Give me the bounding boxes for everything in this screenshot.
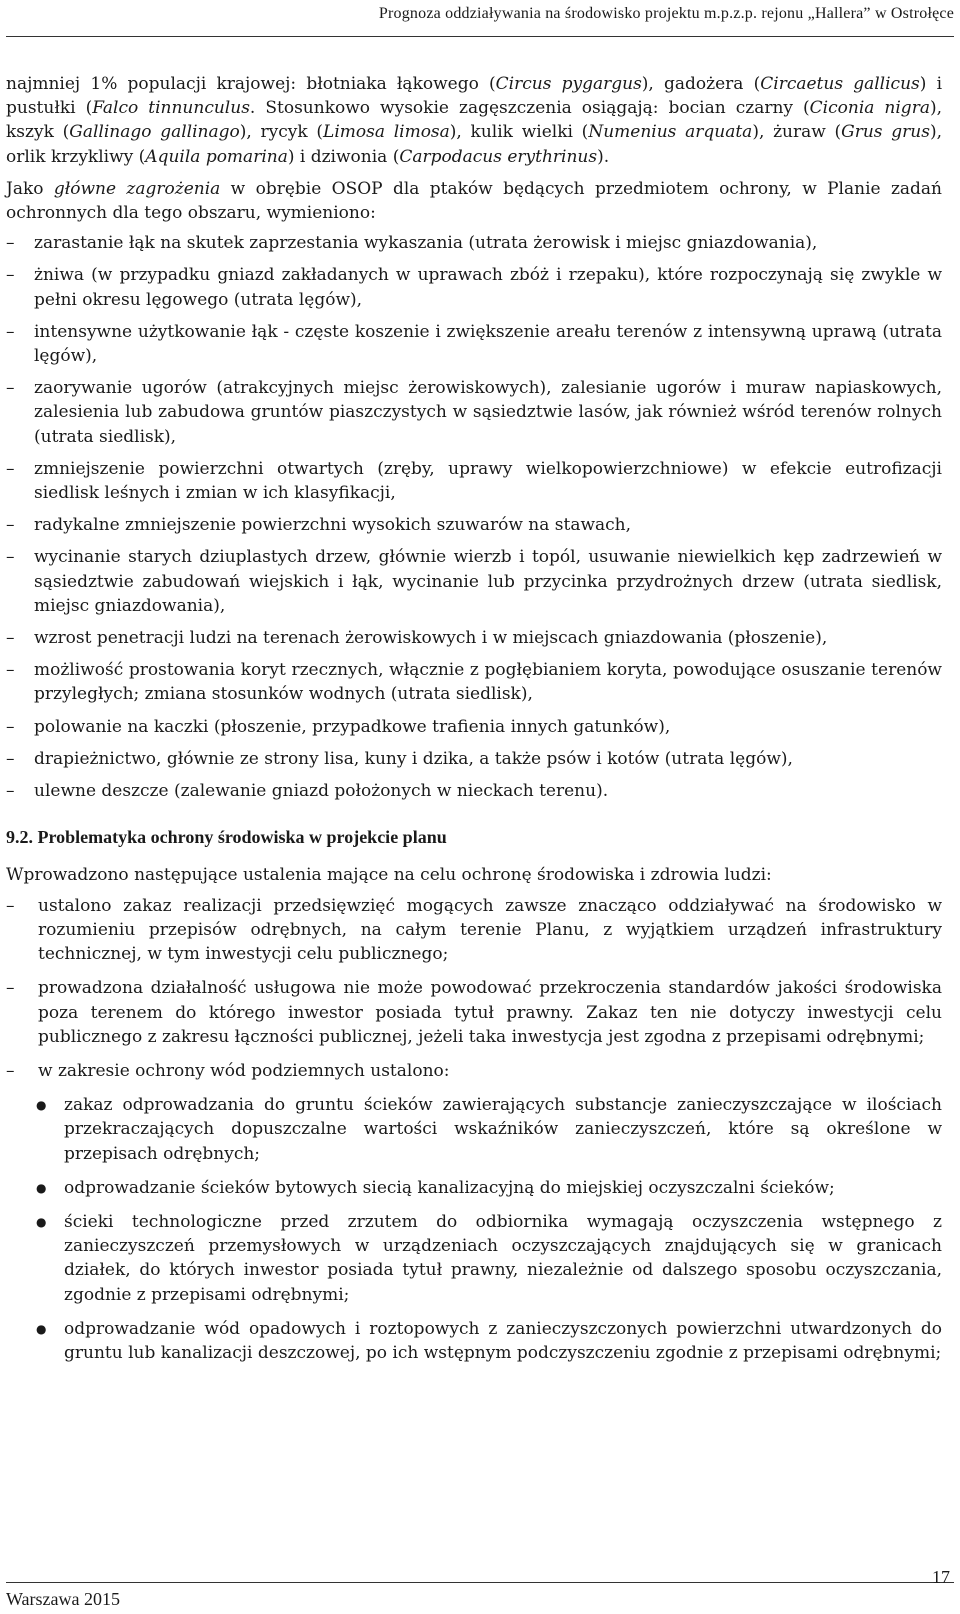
list-item: – zmniejszenie powierzchni otwartych (zręby, uprawy wielkopowierzchniowe) w efekcie eutrofizacji siedlisk leśnych i zmian w ich klasyfikacji,: [6, 457, 942, 505]
bullet-item: ● ścieki technologiczne przed zrzutem do odbiornika wymagają oczyszczenia wstępnego z zanieczyszczeń przemysłowych w urządzeniach oczyszczających znajdujących się w granicach działek, do których inwestor posiada tytuł prawny, niezależnie od dalszego sposobu oczyszczania, zgodnie z przepisami odrębnymi;: [6, 1210, 942, 1307]
text-run: ), orlik krzykliwy (: [6, 122, 942, 167]
list-item: – zarastanie łąk na skutek zaprzestania wykaszania (utrata żerowisk i miejsc gniazdowania),: [6, 231, 942, 255]
section-heading: 9.2. Problematyka ochrony środowiska w projekcie planu: [6, 827, 447, 848]
page-header: [6, 0, 954, 37]
list-item: – żniwa (w przypadku gniazd zakładanych w uprawach zbóż i rzepaku), które rozpoczynają się zwykle w pełni okresu lęgowego (utrata lęgów),: [6, 263, 942, 311]
text-run: ), kulik wielki (: [449, 122, 589, 143]
page-footer: [6, 1567, 954, 1614]
regulations-list: [6, 894, 942, 1083]
list-item: – zaorywanie ugorów (atrakcyjnych miejsc żerowiskowych), zalesianie ugorów i muraw napiaskowych, zalesienia lub zabudowa gruntów piaszczystych w sąsiedztwie lasów, jak również wśród terenów rolnych (utrata siedlisk),: [6, 376, 942, 449]
list-item: – intensywne użytkowanie łąk - częste koszenie i zwiększenie areału terenów z intensywną uprawą (utrata lęgów),: [6, 320, 942, 368]
species-name: Ciconia nigra: [809, 98, 930, 119]
text-run: ).: [597, 146, 610, 167]
list-item: – możliwość prostowania koryt rzecznych, włącznie z pogłębianiem koryta, powodujące osuszanie terenów przyległych; zmiana stosunków wodnych (utrata siedlisk),: [6, 658, 942, 706]
paragraph-threats-intro: [6, 177, 942, 225]
list-item: – prowadzona działalność usługowa nie może powodować przekroczenia standardów jakości środowiska poza terenem do którego inwestor posiada tytuł prawny. Zakaz ten nie dotyczy inwestycji celu publicznego z zakresu łączności publicznej, jeżeli taka inwestycja jest zgodna z przepisami odrębnymi;: [6, 976, 942, 1049]
species-name: Falco tinnunculus: [92, 98, 250, 119]
page-body: [6, 72, 942, 1375]
species-name: Aquila pomarina: [145, 146, 288, 167]
list-item: – ustalono zakaz realizacji przedsięwzięć mogących zawsze znacząco oddziaływać na środowisko w rozumieniu przepisów odrębnych, na całym terenie Planu, z wyjątkiem urządzeń infrastruktury technicznej, w tym inwestycji celu publicznego;: [6, 894, 942, 967]
section-intro: Wprowadzono następujące ustalenia mające na celu ochronę środowiska i zdrowia ludzi:: [6, 865, 772, 886]
page-number: 17: [932, 1567, 950, 1587]
list-item: – wzrost penetracji ludzi na terenach żerowiskowych i w miejscach gniazdowania (płoszenie),: [6, 626, 942, 650]
list-item: – w zakresie ochrony wód podziemnych ustalono:: [6, 1059, 942, 1083]
species-name: Gallinago gallinago: [69, 122, 240, 143]
species-name: Limosa limosa: [323, 122, 450, 143]
text-run: ), kszyk (: [6, 98, 943, 143]
species-name: Numenius arquata: [588, 122, 753, 143]
footer-place-date: Warszawa 2015: [6, 1589, 121, 1609]
document-title: Prognoza oddziaływania na środowisko projektu m.p.z.p. rejonu „Hallera” w Ostrołęce: [378, 5, 954, 22]
species-name: Carpodacus erythrinus: [399, 146, 598, 167]
list-item: – ulewne deszcze (zalewanie gniazd położonych w nieckach terenu).: [6, 779, 942, 803]
text-run: najmniej 1% populacji krajowej: błotniaka łąkowego (: [6, 74, 496, 94]
list-item: – polowanie na kaczki (płoszenie, przypadkowe trafienia innych gatunków),: [6, 715, 942, 739]
text-run: ), rycyk (: [239, 122, 324, 143]
emphasis: główne zagrożenia: [53, 178, 221, 199]
bullet-item: ● odprowadzanie ścieków bytowych siecią kanalizacyjną do miejskiej oczyszczalni ścieków;: [6, 1176, 942, 1200]
text-run: . Stosunkowo wysokie zagęszczenia osiągają: bocian czarny (: [249, 98, 810, 119]
list-item: – radykalne zmniejszenie powierzchni wysokich szuwarów na stawach,: [6, 513, 942, 537]
text-run: ), żuraw (: [752, 122, 842, 143]
text-run: ) i pustułki (: [6, 74, 943, 119]
text-run: w obrębie OSOP dla ptaków będących przedmiotem ochrony, w Planie zadań ochronnych dla tego obszaru, wymieniono:: [6, 178, 942, 224]
threats-list: [6, 231, 942, 803]
species-name: Grus grus: [841, 122, 930, 143]
bullet-item: ● zakaz odprowadzania do gruntu ścieków zawierających substancje zanieczyszczające w ilościach przekraczających dopuszczalne wartości wskaźników zanieczyszczeń, które są określone w przepisach odrębnych;: [6, 1093, 942, 1166]
paragraph-bird-populations: [6, 72, 942, 169]
bullet-item: ● odprowadzanie wód opadowych i roztopowych z zanieczyszczonych powierzchni utwardzonych do gruntu lub kanalizacji deszczowej, po ich wstępnym podczyszczeniu zgodnie z przepisami odrębnymi;: [6, 1317, 942, 1365]
text-run: ), gadożera (: [641, 74, 761, 94]
list-item: – wycinanie starych dziuplastych drzew, głównie wierzb i topól, usuwanie niewielkich kęp zadrzewień w sąsiedztwie zabudowań wiejskich i łąk, wycinanie lub przycinka przydrożnych drzew (utrata siedlisk, miejsc gniazdowania),: [6, 545, 942, 618]
list-item: – drapieżnictwo, głównie ze strony lisa, kuny i dzika, a także psów i kotów (utrata lęgów),: [6, 747, 942, 771]
groundwater-bullets: [6, 1093, 942, 1365]
species-name: Circaetus gallicus: [760, 74, 920, 94]
species-name: Circus pygargus: [495, 74, 642, 94]
text-run: ) i dziwonia (: [287, 146, 400, 167]
text-run: Jako: [6, 178, 54, 199]
